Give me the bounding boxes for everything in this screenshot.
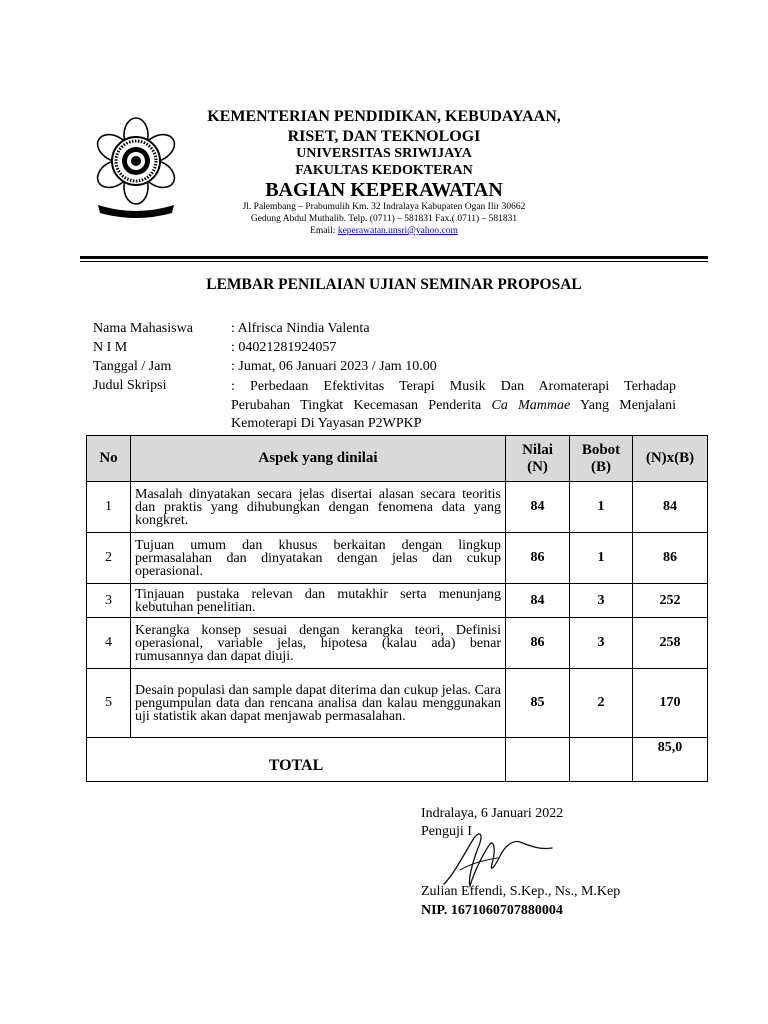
total-label: TOTAL: [87, 738, 506, 782]
row-no: 3: [87, 584, 131, 618]
header-rule-thick: [80, 256, 708, 259]
table-row: [87, 533, 708, 584]
ministry-name-line1: KEMENTERIAN PENDIDIKAN, KEBUDAYAAN,: [207, 108, 561, 125]
university-name: UNIVERSITAS SRIWIJAYA: [296, 146, 472, 161]
name-value: : Alfrisca Nindia Valenta: [231, 321, 370, 336]
date-value: : Jumat, 06 Januari 2023 / Jam 10.00: [231, 359, 437, 374]
row-no: 1: [87, 482, 131, 533]
row-nxb: 170: [633, 669, 708, 738]
header-nxb: (N)x(B): [633, 436, 708, 482]
row-bobot: 3: [570, 584, 633, 618]
header-bobot-line1: Bobot: [581, 441, 621, 458]
thesis-title-line1: : Perbedaan Efektivitas Terapi Musik Dan Aromaterapi Terhadap: [231, 379, 676, 394]
address-line2: Gedung Abdul Muthalib. Telp. (0711) – 581831 Fax.( 0711) – 581831: [250, 214, 518, 224]
thesis-title-line3: Kemoterapi Di Yayasan P2WPKP: [231, 416, 422, 431]
row-no: 4: [87, 618, 131, 669]
examiner-role: Penguji I: [421, 824, 472, 839]
email-link[interactable]: keperawatan.unsri@yahoo.com: [337, 226, 458, 236]
row-bobot: 1: [570, 482, 633, 533]
header-aspect: Aspek yang dinilai: [131, 436, 506, 482]
row-nilai: 86: [506, 618, 570, 669]
examiner-nip: NIP. 1671060707880004: [421, 903, 563, 918]
nim-value: : 04021281924057: [231, 340, 337, 355]
table-row: [87, 482, 708, 533]
department-name: BAGIAN KEPERAWATAN: [265, 179, 503, 201]
row-no: 2: [87, 533, 131, 584]
row-aspect: Tinjauan pustaka relevan dan mutakhir serta menunjang kebutuhan penelitian.: [131, 584, 506, 618]
date-label: Tanggal / Jam: [93, 359, 172, 374]
total-row: [87, 738, 708, 782]
total-empty-bobot: [570, 738, 633, 782]
email-line: [150, 225, 618, 237]
name-label: Nama Mahasiswa: [93, 321, 193, 336]
header-rule-thin: [80, 261, 708, 262]
header-no: No: [87, 436, 131, 482]
row-aspect: Desain populasi dan sample dapat diterima dan cukup jelas. Cara pengumpulan data dan rencana analisa dan kalau menggunakan uji statistik akan dapat menjawab permasalahan.: [131, 669, 506, 738]
email-label: Email:: [310, 226, 338, 236]
row-nilai: 84: [506, 482, 570, 533]
header-nilai-line1: Nilai: [522, 441, 553, 458]
row-no: 5: [87, 669, 131, 738]
ministry-name-line2: RISET, DAN TEKNOLOGI: [287, 128, 481, 145]
thesis-title-italic: Ca Mammae: [491, 398, 571, 413]
examiner-name: Zulian Effendi, S.Kep., Ns., M.Kep: [421, 884, 621, 899]
total-empty-nilai: [506, 738, 570, 782]
document-title: LEMBAR PENILAIAN UJIAN SEMINAR PROPOSAL: [206, 276, 582, 293]
row-nilai: 85: [506, 669, 570, 738]
row-bobot: 2: [570, 669, 633, 738]
thesis-title-label: Judul Skripsi: [93, 378, 167, 393]
row-nilai: 84: [506, 584, 570, 618]
place-date: Indralaya, 6 Januari 2022: [421, 806, 564, 821]
table-row: [87, 618, 708, 669]
thesis-title-line2: [231, 396, 676, 415]
table-header-row: [87, 436, 708, 482]
table-row: [87, 669, 708, 738]
header-bobot-line2: (B): [591, 458, 611, 475]
row-bobot: 3: [570, 618, 633, 669]
row-aspect: Kerangka konsep sesuai dengan kerangka teori, Definisi operasional, variable jelas, hipotesa (kalau ada) benar rumusannya dan dapat diuji.: [131, 618, 506, 669]
thesis-title-line2-c: Yang Menjalani: [570, 398, 676, 413]
faculty-name: FAKULTAS KEDOKTERAN: [295, 163, 473, 178]
row-aspect: Tujuan umum dan khusus berkaitan dengan lingkup permasalahan dan dinyatakan dengan jelas dan cukup operasional.: [131, 533, 506, 584]
total-value: 85,0: [633, 738, 708, 782]
address-line1: Jl. Palembang – Prabumulih Km. 32 Indralaya Kabupaten Ogan Ilir 30662: [242, 202, 526, 212]
score-table: [86, 435, 708, 782]
thesis-title-line2-a: Perubahan Tingkat Kecemasan Penderita: [231, 398, 492, 413]
row-nxb: 252: [633, 584, 708, 618]
header-nilai-line2: (N): [527, 458, 548, 475]
row-nxb: 258: [633, 618, 708, 669]
handwritten-signature: [440, 824, 560, 892]
row-nxb: 86: [633, 533, 708, 584]
nim-label: N I M: [93, 340, 128, 355]
header-bobot: [570, 436, 633, 482]
header-nilai: [506, 436, 570, 482]
row-nxb: 84: [633, 482, 708, 533]
row-nilai: 86: [506, 533, 570, 584]
row-bobot: 1: [570, 533, 633, 584]
table-row: [87, 584, 708, 618]
row-aspect: Masalah dinyatakan secara jelas disertai alasan secara teoritis dan praktis yang dihubungkan dengan fenomena data yang kongkret.: [131, 482, 506, 533]
